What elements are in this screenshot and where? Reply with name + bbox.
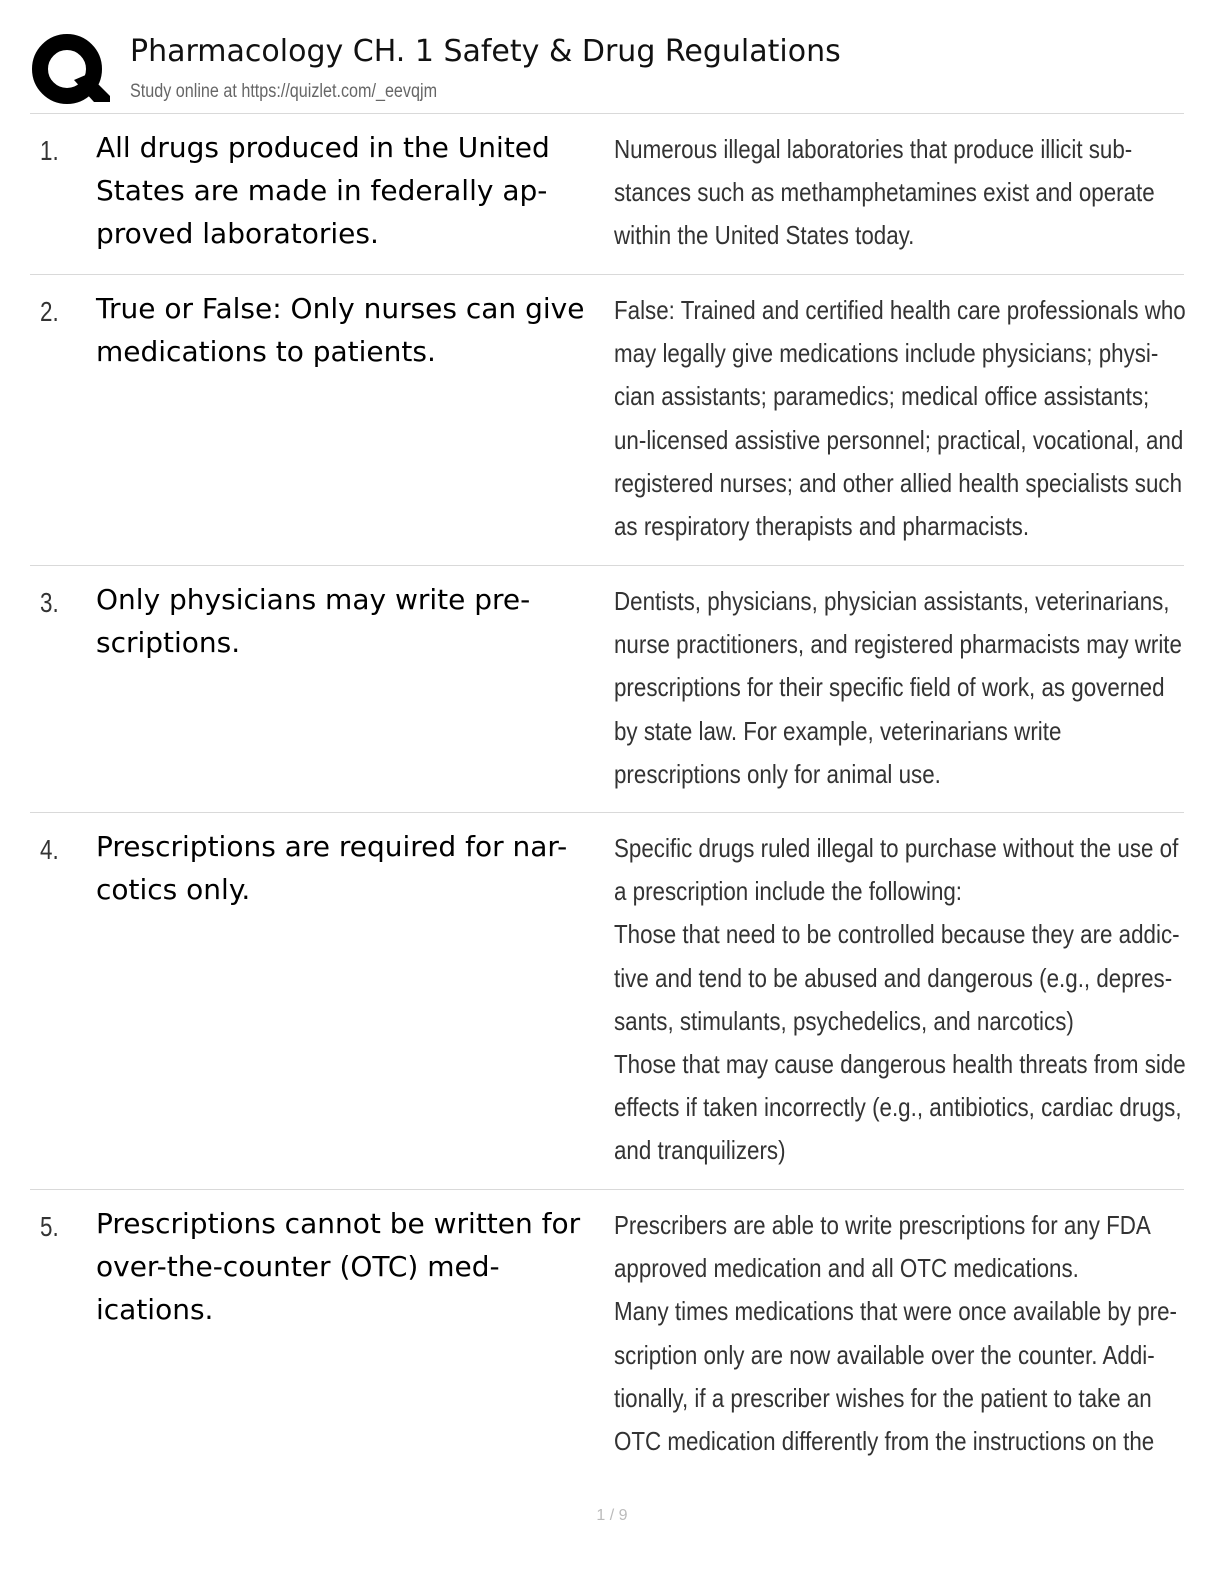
card-term: Prescriptions cannot be written for over-the-counter (OTC) med-ications. — [96, 1207, 581, 1326]
definition-paragraph: Prescribers are able to write prescriptions for any FDA approved medication and all OTC medications. — [614, 1210, 1150, 1284]
page-indicator: 1 / 9 — [596, 1507, 628, 1524]
card-definition — [614, 128, 1155, 258]
study-online-link[interactable]: Study online at https://quizlet.com/_eevqjm — [130, 81, 438, 102]
quizlet-q-logo-icon — [30, 30, 110, 110]
card-definition — [614, 827, 1186, 1173]
card-term: Prescriptions are required for nar-cotics only. — [96, 830, 568, 906]
definition-paragraph: Numerous illegal laboratories that produce illicit sub-stances such as methamphetamines exist and operate within the United States today. — [614, 134, 1155, 251]
flashcard-row — [30, 114, 1184, 275]
definition-paragraph: Specific drugs ruled illegal to purchase without the use of a prescription include the following: — [614, 833, 1179, 907]
page-header — [30, 28, 1184, 114]
card-number: 2. — [40, 296, 59, 327]
flashcard-row — [30, 1190, 1184, 1480]
flashcard-list — [30, 114, 1184, 1480]
definition-paragraph: Dentists, physicians, physician assistants, veterinarians, nurse practitioners, and registered pharmacists may write prescriptions for their specific field of work, as governed by state law. For example, veterinarians write prescriptions only for animal use. — [614, 586, 1182, 789]
card-definition — [614, 580, 1182, 796]
definition-paragraph: Those that may cause dangerous health threats from side effects if taken incorrectly (e.g., antibiotics, cardiac drugs, and tranquilizers) — [614, 1049, 1186, 1166]
card-term: Only physicians may write pre-scriptions. — [96, 583, 531, 659]
card-term: True or False: Only nurses can give medications to patients. — [96, 292, 585, 368]
flashcard-row — [30, 275, 1184, 566]
card-number: 3. — [40, 587, 59, 618]
card-number: 1. — [40, 135, 59, 166]
card-definition — [614, 1204, 1178, 1463]
card-term: All drugs produced in the United States are made in federally ap-proved laboratories. — [96, 131, 550, 250]
card-number: 4. — [40, 834, 59, 865]
flashcard-row — [30, 813, 1184, 1190]
definition-paragraph: Many times medications that were once available by pre-scription only are now available over the counter. Addi-tionally, if a prescriber wishes for the patient to take an OTC medication differently from the instructions on the — [614, 1296, 1178, 1457]
flashcard-row — [30, 566, 1184, 813]
card-definition — [614, 289, 1186, 548]
card-number: 5. — [40, 1211, 59, 1242]
document-title: Pharmacology CH. 1 Safety & Drug Regulations — [130, 34, 841, 69]
definition-paragraph: False: Trained and certified health care professionals who may legally give medications include physicians; physi-cian assistants; paramedics; medical office assistants; un-licensed assistive personnel; practical, vocational, and registered nurses; and other allied health specialists such as respiratory therapists and pharmacists. — [614, 295, 1186, 542]
definition-paragraph: Those that need to be controlled because they are addic-tive and tend to be abused and dangerous (e.g., depres-sants, stimulants, psychedelics, and narcotics) — [614, 919, 1180, 1036]
